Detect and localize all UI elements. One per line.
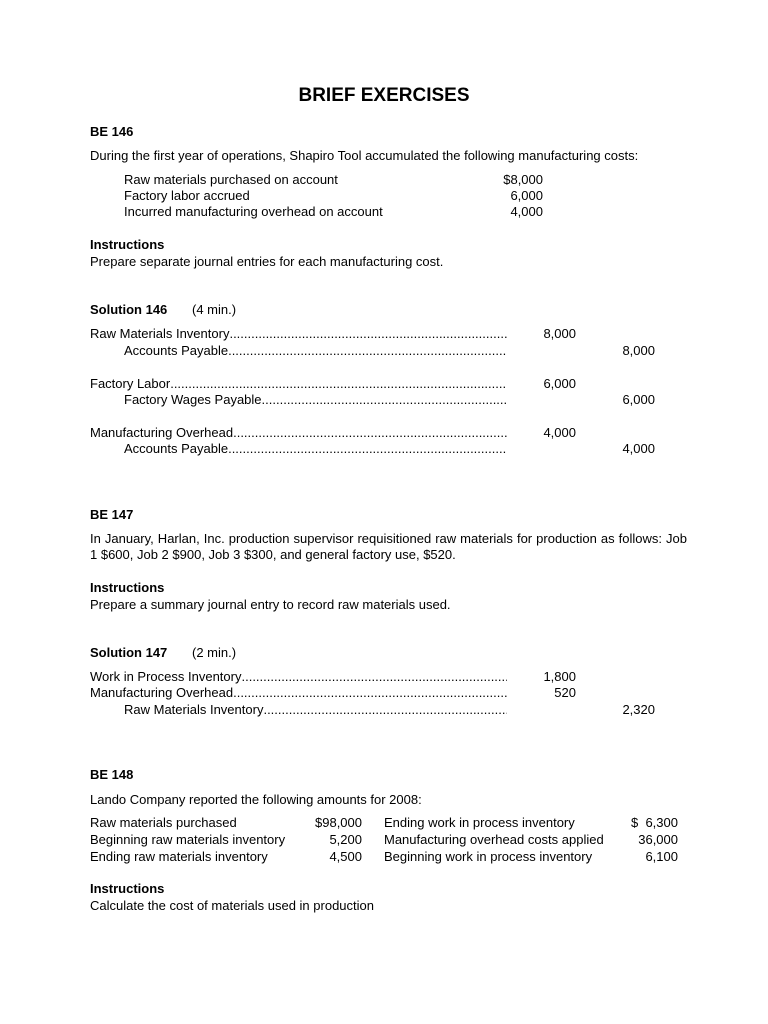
dot-leader — [241, 669, 507, 685]
be146-item-label: Incurred manufacturing overhead on account — [124, 204, 383, 219]
journal-line — [124, 702, 507, 718]
journal-line — [124, 392, 507, 408]
journal-line — [90, 685, 507, 701]
journal-credit: 4,000 — [622, 441, 655, 456]
journal-line — [90, 425, 507, 441]
dot-leader — [262, 392, 507, 408]
dot-leader — [233, 685, 507, 701]
be148-right-label: Beginning work in process inventory — [384, 849, 593, 864]
be146-item-amount: 4,000 — [510, 204, 543, 219]
be148-instructions: Calculate the cost of materials used in production — [90, 898, 374, 913]
journal-debit: 6,000 — [543, 376, 576, 391]
journal-account: Work in Process Inventory — [90, 669, 242, 684]
dot-leader — [229, 326, 507, 342]
be148-left-amount: 4,500 — [329, 849, 362, 864]
journal-account: Factory Wages Payable — [124, 392, 262, 407]
be148-right-amount: 36,000 — [638, 832, 678, 847]
sol146-heading: Solution 146 — [90, 302, 168, 317]
be148-right-amount: 6,100 — [645, 849, 678, 864]
be148-left-label: Raw materials purchased — [90, 815, 237, 830]
journal-line — [124, 343, 507, 359]
be146-item-amount: 6,000 — [510, 188, 543, 203]
be146-heading: BE 146 — [90, 124, 134, 139]
dot-leader — [228, 441, 507, 457]
be148-left-amount: 5,200 — [329, 832, 362, 847]
be147-heading: BE 147 — [90, 507, 134, 522]
journal-line — [90, 669, 507, 685]
be148-heading: BE 148 — [90, 767, 134, 782]
journal-account: Manufacturing Overhead — [90, 685, 234, 700]
dot-leader — [233, 425, 507, 441]
be146-instructions: Prepare separate journal entries for each manufacturing cost. — [90, 254, 444, 269]
be148-left-amount: $98,000 — [315, 815, 362, 830]
journal-account: Accounts Payable — [124, 343, 229, 358]
be147-instructions-heading: Instructions — [90, 580, 165, 595]
journal-account: Raw Materials Inventory — [90, 326, 230, 341]
be148-right-amount: $ 6,300 — [631, 815, 678, 830]
be146-item-label: Factory labor accrued — [124, 188, 250, 203]
journal-credit: 2,320 — [622, 702, 655, 717]
journal-credit: 8,000 — [622, 343, 655, 358]
dot-leader — [228, 343, 507, 359]
journal-account: Manufacturing Overhead — [90, 425, 234, 440]
be148-right-label: Ending work in process inventory — [384, 815, 575, 830]
be146-intro: During the first year of operations, Shapiro Tool accumulated the following manufacturing costs: — [90, 148, 639, 163]
be148-intro: Lando Company reported the following amounts for 2008: — [90, 792, 422, 807]
journal-credit: 6,000 — [622, 392, 655, 407]
journal-account: Accounts Payable — [124, 441, 229, 456]
be148-instructions-heading: Instructions — [90, 881, 165, 896]
journal-debit: 8,000 — [543, 326, 576, 341]
be147-intro: In January, Harlan, Inc. production supervisor requisitioned raw materials for production as follows: Job 1 $600, Job 2 $900, Job 3 $300, and general factory use, $520. — [90, 531, 687, 562]
page-title: BRIEF EXERCISES — [298, 85, 470, 106]
journal-line — [124, 441, 507, 457]
sol146-time: (4 min.) — [192, 302, 237, 317]
sol147-heading: Solution 147 — [90, 645, 168, 660]
journal-debit: 520 — [554, 685, 576, 700]
dot-leader — [263, 702, 507, 718]
be146-item-amount: $8,000 — [503, 172, 543, 187]
be148-right-label: Manufacturing overhead costs applied — [384, 832, 604, 847]
be147-instructions: Prepare a summary journal entry to record raw materials used. — [90, 597, 451, 612]
be146-item-label: Raw materials purchased on account — [124, 172, 338, 187]
journal-account: Factory Labor — [90, 376, 171, 391]
journal-line — [90, 326, 507, 342]
be146-instructions-heading: Instructions — [90, 237, 165, 252]
journal-line — [90, 376, 507, 392]
journal-debit: 1,800 — [543, 669, 576, 684]
be148-left-label: Ending raw materials inventory — [90, 849, 268, 864]
sol147-time: (2 min.) — [192, 645, 237, 660]
journal-debit: 4,000 — [543, 425, 576, 440]
dot-leader — [170, 376, 507, 392]
be148-left-label: Beginning raw materials inventory — [90, 832, 286, 847]
journal-account: Raw Materials Inventory — [124, 702, 264, 717]
